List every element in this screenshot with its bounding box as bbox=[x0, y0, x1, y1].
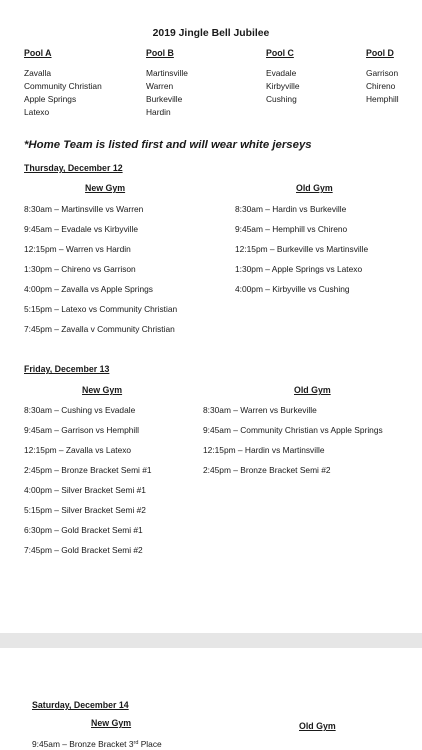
game-listing: 2:45pm – Bronze Bracket Semi #1 bbox=[24, 465, 152, 475]
pool-team: Hemphill bbox=[366, 94, 399, 104]
pool-team: Warren bbox=[146, 81, 174, 91]
new-gym-heading: New Gym bbox=[85, 183, 126, 193]
pool-d-heading: Pool D bbox=[366, 48, 394, 58]
schedule-page-2 bbox=[0, 648, 422, 750]
game-listing: 12:15pm – Zavalla vs Latexo bbox=[24, 445, 132, 455]
game-listing: 8:30am – Hardin vs Burkeville bbox=[235, 204, 347, 214]
pool-a-heading: Pool A bbox=[24, 48, 52, 58]
game-listing: 1:30pm – Chireno vs Garrison bbox=[24, 264, 136, 274]
pool-team: Martinsville bbox=[146, 68, 188, 78]
new-gym-heading: New Gym bbox=[91, 718, 132, 728]
game-listing: 5:15pm – Latexo vs Community Christian bbox=[24, 304, 178, 314]
pool-team: Kirbyville bbox=[266, 81, 300, 91]
game-listing: 5:15pm – Silver Bracket Semi #2 bbox=[24, 505, 146, 515]
pool-team: Apple Springs bbox=[24, 94, 77, 104]
game-listing: 12:15pm – Burkeville vs Martinsville bbox=[235, 244, 369, 254]
game-listing: 1:30pm – Apple Springs vs Latexo bbox=[235, 264, 363, 274]
pool-team: Cushing bbox=[266, 94, 297, 104]
game-listing: 2:45pm – Bronze Bracket Semi #2 bbox=[203, 465, 331, 475]
new-gym-heading: New Gym bbox=[82, 385, 123, 395]
game-listing: 9:45am – Garrison vs Hemphill bbox=[24, 425, 139, 435]
game-listing: 12:15pm – Hardin vs Martinsville bbox=[203, 445, 325, 455]
game-listing: 7:45pm – Zavalla v Community Christian bbox=[24, 324, 175, 334]
game-listing-text: 9:45am – Bronze Bracket 3 bbox=[32, 739, 134, 749]
pool-team: Latexo bbox=[24, 107, 50, 117]
game-listing: 7:45pm – Gold Bracket Semi #2 bbox=[24, 545, 143, 555]
pool-team: Zavalla bbox=[24, 68, 51, 78]
pool-team: Evadale bbox=[266, 68, 297, 78]
pool-team: Chireno bbox=[366, 81, 396, 91]
old-gym-heading: Old Gym bbox=[294, 385, 331, 395]
game-listing: 12:15pm – Warren vs Hardin bbox=[24, 244, 131, 254]
game-listing: 6:30pm – Gold Bracket Semi #1 bbox=[24, 525, 143, 535]
old-gym-heading: Old Gym bbox=[296, 183, 333, 193]
ordinal-suffix: rd bbox=[133, 740, 139, 746]
game-listing: 8:30am – Warren vs Burkeville bbox=[203, 405, 317, 415]
game-listing: 9:45am – Community Christian vs Apple Springs bbox=[203, 425, 383, 435]
game-listing: 4:00pm – Kirbyville vs Cushing bbox=[235, 284, 350, 294]
game-listing: 9:45am – Evadale vs Kirbyville bbox=[24, 224, 139, 234]
game-listing: 9:45am – Hemphill vs Chireno bbox=[235, 224, 348, 234]
game-listing: 4:00pm – Silver Bracket Semi #1 bbox=[24, 485, 146, 495]
pool-b-heading: Pool B bbox=[146, 48, 174, 58]
pool-team: Hardin bbox=[146, 107, 171, 117]
game-listing: 8:30am – Cushing vs Evadale bbox=[24, 405, 136, 415]
day-heading-saturday: Saturday, December 14 bbox=[32, 700, 129, 710]
pool-c-heading: Pool C bbox=[266, 48, 294, 58]
pool-team: Burkeville bbox=[146, 94, 183, 104]
page-title: 2019 Jingle Bell Jubilee bbox=[152, 28, 270, 39]
pool-team: Garrison bbox=[366, 68, 399, 78]
day-heading-friday: Friday, December 13 bbox=[24, 364, 110, 374]
day-heading-thursday: Thursday, December 12 bbox=[24, 163, 123, 173]
game-listing: 4:00pm – Zavalla vs Apple Springs bbox=[24, 284, 153, 294]
game-listing-tail: Place bbox=[138, 739, 162, 749]
pool-team: Community Christian bbox=[24, 81, 102, 91]
game-listing: 8:30am – Martinsville vs Warren bbox=[24, 204, 144, 214]
game-listing bbox=[32, 739, 162, 749]
old-gym-heading: Old Gym bbox=[299, 721, 336, 731]
home-team-note: *Home Team is listed first and will wear white jerseys bbox=[24, 139, 312, 151]
